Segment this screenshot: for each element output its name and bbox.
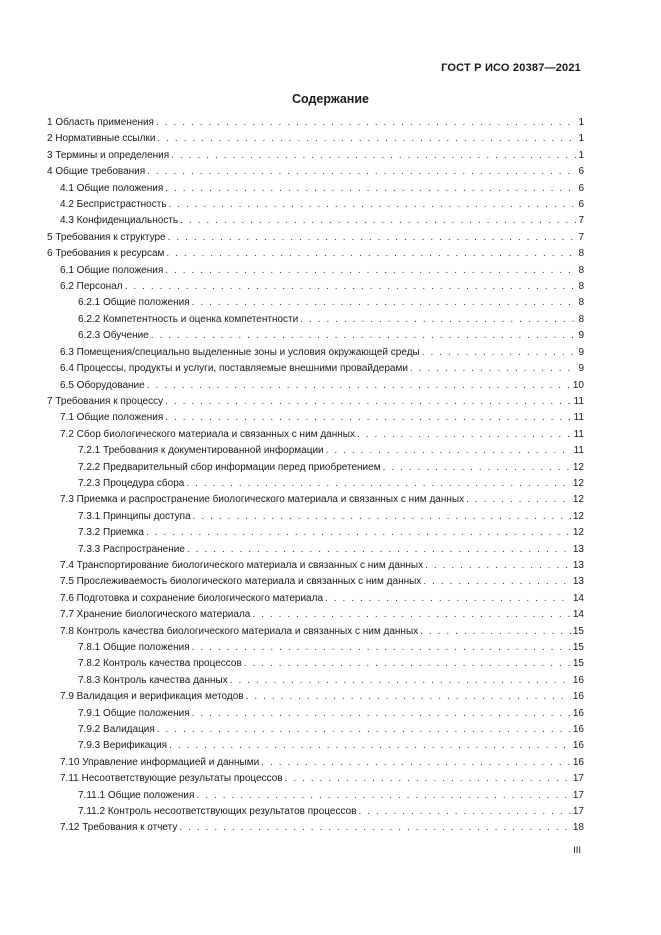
- toc-entry-page: 16: [572, 740, 584, 752]
- toc-leader-dots: [171, 148, 576, 164]
- toc-entry-page: 16: [572, 756, 584, 768]
- toc-leader-dots: [166, 246, 576, 262]
- toc-entry-label: 7.9.2 Валидация: [78, 724, 155, 736]
- toc-entry-page: 9: [578, 346, 584, 358]
- toc-leader-dots: [300, 312, 576, 328]
- toc-entry[interactable]: [47, 230, 584, 246]
- toc-leader-dots: [192, 295, 577, 311]
- document-code: ГОСТ Р ИСО 20387—2021: [441, 62, 581, 74]
- toc-entry[interactable]: [47, 378, 584, 394]
- toc-entry-label: 6.4 Процессы, продукты и услуги, поставляемые внешними провайдерами: [60, 363, 408, 375]
- toc-entry[interactable]: [47, 328, 584, 344]
- toc-entry-label: 7.9 Валидация и верификация методов: [60, 691, 244, 703]
- toc-entry[interactable]: [47, 460, 584, 476]
- toc-entry-page: 13: [572, 576, 584, 588]
- toc-entry[interactable]: [47, 279, 584, 295]
- toc-leader-dots: [422, 345, 577, 361]
- toc-entry-label: 7.5 Прослеживаемость биологического материала и связанных с ним данных: [60, 576, 422, 588]
- toc-entry-page: 17: [572, 806, 584, 818]
- toc-leader-dots: [157, 131, 576, 147]
- toc-entry-label: 7.11.1 Общие положения: [78, 789, 195, 801]
- toc-leader-dots: [383, 460, 571, 476]
- toc-leader-dots: [165, 181, 576, 197]
- toc-leader-dots: [165, 394, 571, 410]
- toc-entry-page: 11: [573, 412, 584, 424]
- toc-entry[interactable]: [47, 574, 584, 590]
- toc-entry-page: 16: [572, 674, 584, 686]
- toc-entry-label: 7.9.3 Верификация: [78, 740, 168, 752]
- toc-entry-label: 7.2.3 Процедура сбора: [78, 477, 185, 489]
- toc-entry-page: 17: [572, 789, 584, 801]
- toc-entry[interactable]: [47, 181, 584, 197]
- toc-entry-page: 6: [578, 166, 584, 178]
- toc-entry-page: 6: [578, 182, 584, 194]
- toc-entry-label: 7 Требования к процессу: [47, 395, 164, 407]
- toc-entry-label: 2 Нормативные ссылки: [47, 133, 156, 145]
- toc-leader-dots: [180, 213, 576, 229]
- toc-entry-page: 11: [573, 445, 584, 457]
- toc-leader-dots: [425, 558, 571, 574]
- toc-entry-label: 7.9.1 Общие положения: [78, 707, 190, 719]
- toc-entry-page: 14: [572, 609, 584, 621]
- toc-entry-label: 7.3.2 Приемка: [78, 527, 144, 539]
- toc-entry-page: 1: [578, 133, 584, 145]
- table-of-contents: [47, 115, 584, 837]
- toc-entry-page: 8: [578, 281, 584, 293]
- toc-entry-page: 9: [578, 363, 584, 375]
- toc-entry-label: 7.12 Требования к отчету: [60, 822, 178, 834]
- toc-entry[interactable]: [47, 771, 584, 787]
- toc-entry-label: 7.10 Управление информацией и данными: [60, 756, 260, 768]
- toc-entry-page: 1: [578, 149, 584, 161]
- toc-entry-label: 7.2.1 Требования к документированной информации: [78, 445, 324, 457]
- toc-entry-label: 7.7 Хранение биологического материала: [60, 609, 251, 621]
- toc-entry-page: 10: [572, 379, 584, 391]
- toc-entry[interactable]: [47, 148, 584, 164]
- toc-entry[interactable]: [47, 673, 584, 689]
- toc-entry[interactable]: [47, 656, 584, 672]
- toc-leader-dots: [423, 574, 571, 590]
- toc-entry[interactable]: [47, 197, 584, 213]
- toc-leader-dots: [165, 410, 571, 426]
- toc-entry-label: 7.11.2 Контроль несоответствующих результатов процессов: [78, 806, 357, 818]
- toc-entry-label: 7.4 Транспортирование биологического материала и связанных с ним данных: [60, 559, 424, 571]
- toc-entry-label: 4 Общие требования: [47, 166, 146, 178]
- toc-entry-label: 6.3 Помещения/специально выделенные зоны и условия окружающей среды: [60, 346, 420, 358]
- toc-entry[interactable]: [47, 820, 584, 836]
- toc-entry-page: 11: [573, 428, 584, 440]
- toc-entry[interactable]: [47, 558, 584, 574]
- toc-entry-label: 6.2.3 Обучение: [78, 330, 149, 342]
- toc-entry-page: 7: [578, 215, 584, 227]
- toc-entry-label: 5 Требования к структуре: [47, 231, 166, 243]
- toc-leader-dots: [125, 279, 577, 295]
- toc-entry-label: 6.2.1 Общие положения: [78, 297, 190, 309]
- toc-entry[interactable]: [47, 213, 584, 229]
- toc-leader-dots: [196, 788, 570, 804]
- toc-entry[interactable]: [47, 476, 584, 492]
- toc-leader-dots: [246, 689, 571, 705]
- toc-entry-page: 16: [572, 691, 584, 703]
- toc-leader-dots: [285, 771, 571, 787]
- toc-entry[interactable]: [47, 640, 584, 656]
- toc-entry-label: 3 Термины и определения: [47, 149, 170, 161]
- toc-entry-page: 12: [572, 461, 584, 473]
- toc-entry-label: 6.2.2 Компетентность и оценка компетентности: [78, 313, 299, 325]
- toc-leader-dots: [261, 755, 571, 771]
- toc-leader-dots: [146, 525, 571, 541]
- toc-title: Содержание: [291, 92, 369, 106]
- toc-entry[interactable]: [47, 410, 584, 426]
- toc-leader-dots: [466, 492, 571, 508]
- toc-leader-dots: [410, 361, 577, 377]
- toc-entry-label: 4.2 Беспристрастность: [60, 199, 167, 211]
- toc-leader-dots: [358, 804, 570, 820]
- toc-entry-page: 8: [578, 297, 584, 309]
- toc-entry-label: 7.3.3 Распространение: [78, 543, 185, 555]
- toc-entry[interactable]: [47, 361, 584, 377]
- toc-entry-page: 15: [572, 625, 584, 637]
- toc-entry[interactable]: [47, 394, 584, 410]
- toc-leader-dots: [193, 509, 571, 525]
- toc-entry[interactable]: [47, 525, 584, 541]
- toc-entry[interactable]: [47, 722, 584, 738]
- toc-leader-dots: [230, 673, 571, 689]
- toc-entry-page: 1: [578, 117, 584, 128]
- toc-entry-label: 7.1 Общие положения: [60, 412, 164, 424]
- toc-entry-page: 15: [572, 658, 584, 670]
- toc-entry-page: 17: [572, 773, 584, 785]
- toc-entry[interactable]: [47, 443, 584, 459]
- toc-entry[interactable]: [47, 492, 584, 508]
- toc-entry-label: 6.1 Общие положения: [60, 264, 164, 276]
- toc-entry[interactable]: [47, 624, 584, 640]
- toc-entry[interactable]: [47, 607, 584, 623]
- toc-leader-dots: [325, 591, 571, 607]
- toc-entry-label: 7.8.3 Контроль качества данных: [78, 674, 228, 686]
- toc-entry[interactable]: [47, 706, 584, 722]
- toc-entry[interactable]: [47, 738, 584, 754]
- toc-entry[interactable]: [47, 295, 584, 311]
- toc-leader-dots: [192, 706, 571, 722]
- toc-entry[interactable]: [47, 804, 584, 820]
- toc-entry[interactable]: [47, 164, 584, 180]
- page-number: III: [573, 845, 581, 856]
- toc-entry-label: 7.2.2 Предварительный сбор информации перед приобретением: [78, 461, 381, 473]
- toc-leader-dots: [168, 230, 577, 246]
- toc-entry-label: 7.8 Контроль качества биологического материала и связанных с ним данных: [60, 625, 419, 637]
- toc-leader-dots: [252, 607, 571, 623]
- toc-leader-dots: [179, 820, 571, 836]
- toc-entry-label: 1 Область применения: [47, 117, 154, 128]
- toc-entry-page: 13: [572, 543, 584, 555]
- toc-entry-label: 4.1 Общие положения: [60, 182, 164, 194]
- toc-entry-page: 7: [578, 231, 584, 243]
- toc-leader-dots: [147, 378, 571, 394]
- toc-entry-page: 8: [578, 313, 584, 325]
- toc-leader-dots: [187, 542, 571, 558]
- toc-leader-dots: [169, 197, 577, 213]
- toc-entry[interactable]: [47, 345, 584, 361]
- toc-entry-page: 12: [572, 494, 584, 506]
- toc-leader-dots: [420, 624, 571, 640]
- toc-entry-label: 6.5 Оборудование: [60, 379, 145, 391]
- toc-entry-page: 15: [572, 642, 584, 653]
- toc-entry[interactable]: [47, 689, 584, 705]
- toc-entry[interactable]: [47, 115, 584, 131]
- toc-entry-label: 4.3 Конфиденциальность: [60, 215, 179, 227]
- toc-entry-label: 7.2 Сбор биологического материала и связанных с ним данных: [60, 428, 355, 440]
- toc-entry-page: 6: [578, 199, 584, 211]
- toc-entry[interactable]: [47, 312, 584, 328]
- toc-entry[interactable]: [47, 788, 584, 804]
- toc-leader-dots: [192, 640, 571, 656]
- toc-entry-page: 14: [572, 592, 584, 604]
- toc-entry-page: 11: [573, 395, 584, 407]
- toc-entry-page: 8: [578, 248, 584, 260]
- toc-entry-page: 9: [578, 330, 584, 342]
- toc-leader-dots: [326, 443, 572, 459]
- toc-leader-dots: [147, 164, 576, 180]
- toc-entry[interactable]: [47, 542, 584, 558]
- toc-entry-page: 16: [572, 707, 584, 719]
- toc-entry-page: 12: [572, 510, 584, 522]
- toc-entry[interactable]: [47, 591, 584, 607]
- toc-entry-label: 6 Требования к ресурсам: [47, 248, 165, 260]
- toc-entry-label: 6.2 Персонал: [60, 281, 123, 293]
- toc-entry-label: 7.8.2 Контроль качества процессов: [78, 658, 242, 670]
- toc-entry-page: 12: [572, 527, 584, 539]
- toc-entry-page: 8: [578, 264, 584, 276]
- toc-entry[interactable]: [47, 131, 584, 147]
- toc-leader-dots: [244, 656, 571, 672]
- toc-entry-page: 18: [572, 822, 584, 834]
- toc-entry[interactable]: [47, 509, 584, 525]
- toc-entry-label: 7.3 Приемка и распространение биологического материала и связанных с ним данных: [60, 494, 465, 506]
- toc-leader-dots: [156, 115, 576, 131]
- toc-entry-label: 7.6 Подготовка и сохранение биологического материала: [60, 592, 324, 604]
- toc-entry[interactable]: [47, 246, 584, 262]
- toc-entry-label: 7.3.1 Принципы доступа: [78, 510, 191, 522]
- toc-leader-dots: [357, 427, 572, 443]
- toc-leader-dots: [169, 738, 571, 754]
- toc-entry-label: 7.11 Несоответствующие результаты процессов: [60, 773, 283, 785]
- toc-entry[interactable]: [47, 755, 584, 771]
- toc-leader-dots: [186, 476, 571, 492]
- toc-entry[interactable]: [47, 263, 584, 279]
- toc-entry-page: 13: [572, 559, 584, 571]
- toc-leader-dots: [165, 263, 576, 279]
- toc-entry-page: 16: [572, 724, 584, 736]
- toc-entry-page: 12: [572, 477, 584, 489]
- toc-entry[interactable]: [47, 427, 584, 443]
- toc-leader-dots: [157, 722, 571, 738]
- toc-entry-label: 7.8.1 Общие положения: [78, 642, 190, 653]
- toc-leader-dots: [151, 328, 577, 344]
